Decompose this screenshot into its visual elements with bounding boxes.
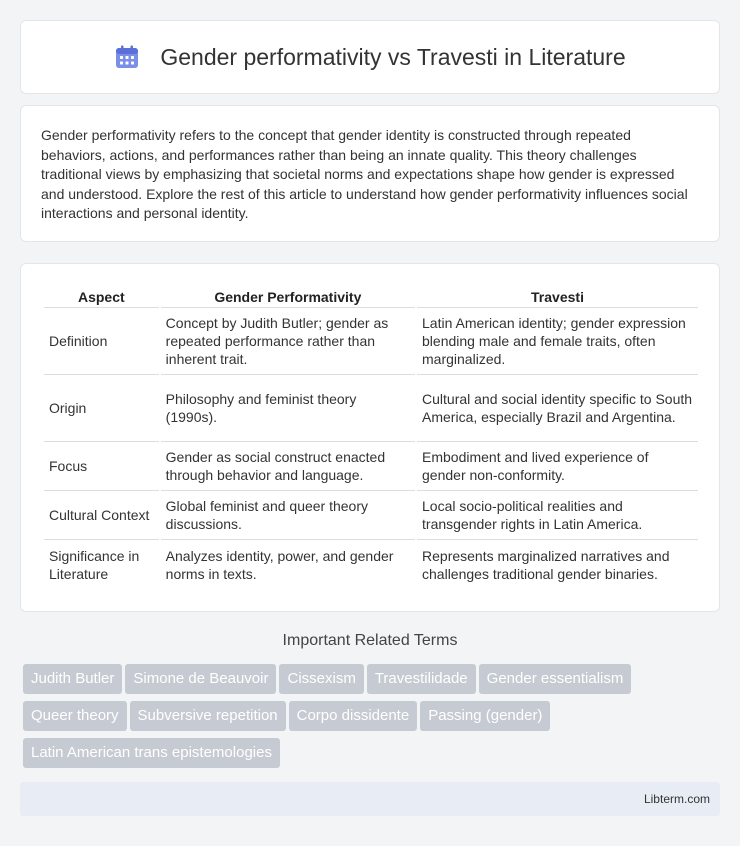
term-tag[interactable]: Queer theory xyxy=(23,701,127,731)
cell-travesti: Latin American identity; gender expression blending male and female traits, often marginalized. xyxy=(417,308,698,375)
cell-aspect: Definition xyxy=(44,308,159,375)
table-header-row xyxy=(44,284,698,308)
cell-gender-performativity: Analyzes identity, power, and gender norms in texts. xyxy=(165,547,394,582)
table-row xyxy=(44,308,698,375)
cell-travesti: Represents marginalized narratives and challenges traditional gender binaries. xyxy=(422,547,670,582)
cell-gender-performativity: Global feminist and queer theory discussions. xyxy=(161,491,415,540)
footer-brand-link[interactable]: Libterm.com xyxy=(643,792,710,806)
cell-gender-performativity: Concept by Judith Butler; gender as repeated performance rather than inherent trait. xyxy=(161,308,415,375)
cell-aspect: Cultural Context xyxy=(44,491,159,540)
related-terms-title: Important Related Terms xyxy=(282,632,458,649)
cell-travesti: Local socio-political realities and transgender rights in Latin America. xyxy=(417,491,698,540)
header-travesti: Travesti xyxy=(417,284,698,308)
table-row xyxy=(44,491,698,540)
header-card xyxy=(20,20,720,94)
calendar-icon xyxy=(114,44,140,70)
intro-card xyxy=(20,105,720,242)
cell-travesti: Embodiment and lived experience of gender non-conformity. xyxy=(417,442,698,491)
cell-aspect: Significance in Literature xyxy=(49,547,140,582)
term-tag[interactable]: Gender essentialism xyxy=(479,664,632,694)
term-tag[interactable]: Cissexism xyxy=(279,664,363,694)
term-tag[interactable]: Simone de Beauvoir xyxy=(125,664,276,694)
footer xyxy=(20,782,720,816)
cell-gender-performativity: Gender as social construct enacted through behavior and language. xyxy=(161,442,415,491)
cell-aspect: Focus xyxy=(44,442,159,491)
term-tag[interactable]: Passing (gender) xyxy=(420,701,550,731)
cell-travesti: Cultural and social identity specific to South America, especially Brazil and Argentina. xyxy=(417,375,698,442)
term-tag[interactable]: Corpo dissidente xyxy=(289,701,418,731)
comparison-table xyxy=(42,284,700,589)
page-title: Gender performativity vs Travesti in Literature xyxy=(160,43,626,70)
term-tag[interactable]: Travestilidade xyxy=(367,664,476,694)
related-terms-list xyxy=(23,664,723,775)
term-tag[interactable]: Latin American trans epistemologies xyxy=(23,738,280,768)
comparison-card xyxy=(20,263,720,612)
header-gender-performativity: Gender Performativity xyxy=(161,284,415,308)
table-row xyxy=(44,375,698,442)
table-row xyxy=(44,442,698,491)
cell-gender-performativity: Philosophy and feminist theory (1990s). xyxy=(161,375,415,442)
term-tag[interactable]: Subversive repetition xyxy=(130,701,286,731)
cell-aspect: Origin xyxy=(44,375,159,442)
intro-text: Gender performativity refers to the concept that gender identity is constructed through repeated behaviors, actions, and performances rather than being an innate quality. This theory challenges traditional views by emphasizing that societal norms and expectations shape how gender is expressed and understood. Explore the rest of this article to understand how gender performativity influences social interactions and personal identity. xyxy=(41,127,688,221)
header-aspect: Aspect xyxy=(44,284,159,308)
table-row xyxy=(44,540,698,589)
term-tag[interactable]: Judith Butler xyxy=(23,664,122,694)
